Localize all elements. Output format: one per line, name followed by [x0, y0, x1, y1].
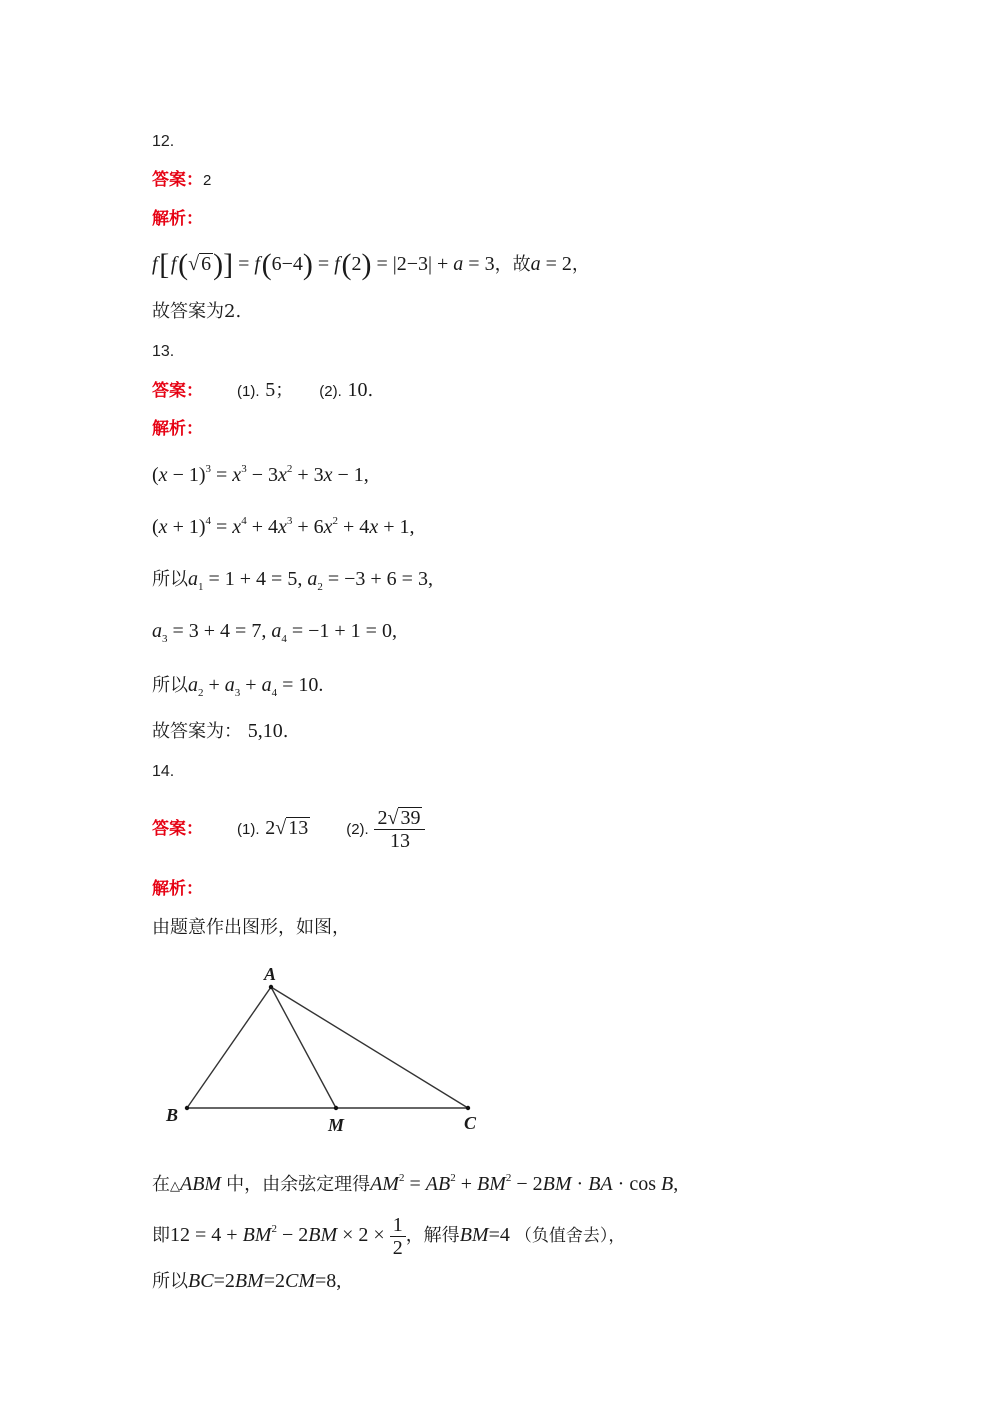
question-12-number: 12. — [152, 133, 175, 150]
question-14-number: 14. — [152, 763, 175, 780]
label-m: M — [328, 1115, 345, 1135]
segment-am — [271, 987, 336, 1108]
q14-answer-label: 答案： — [152, 819, 203, 839]
q12-conclusion — [152, 300, 241, 324]
q14-in-label: 在 — [152, 1174, 170, 1194]
q12-eq-tail: ， — [571, 254, 590, 274]
q12-conclusion-value: 2. — [224, 301, 242, 322]
q13-coefficients-2: $a_3 = 3 + 4 = 7$, $a_4 = -1 + 1 = 0$, — [152, 620, 397, 645]
point-m — [334, 1106, 338, 1110]
q13-answer-line: 答案： (1). 5； (2). 10. — [152, 379, 374, 401]
segment-ac — [271, 987, 468, 1108]
q13-part2-value: 10 — [347, 379, 368, 401]
segment-ab — [187, 987, 271, 1108]
point-a — [269, 985, 273, 989]
q13-analysis-label: 解析： — [152, 419, 203, 439]
q13-expansion-2: $(x + 1)^4 = x^4 + 4x^3 + 6x^2 + 4x + 1$, — [152, 515, 415, 538]
q14-part1-value: 2√ 13 — [265, 817, 309, 839]
q13-conclusion: 故答案为： 5,10. — [152, 720, 289, 742]
q13-so-label-1: 所以 — [152, 569, 188, 589]
q14-cosine-law: 在△ABM 中，由余弦定理得$AM^2 = AB^2 + BM^2 - 2BM$ · BA · cos B, — [152, 1172, 679, 1195]
q14-line3-prefix: 所以 — [152, 1271, 188, 1291]
q14-part2-label: (2). — [346, 821, 369, 838]
label-c: C — [464, 1113, 477, 1133]
q13-expansion-1: $(x - 1)^3 = x^3 - 3x^2 + 3x - 1$, — [152, 463, 369, 486]
q13-sum: 所以$a_2 + a_3 + a_4 = 10$. — [152, 674, 324, 699]
q14-in-mid: 中，由余弦定理得 — [226, 1174, 371, 1194]
q14-line2-solve: ，解得 — [405, 1225, 460, 1245]
q12-answer-value: 2 — [203, 172, 212, 189]
q13-conclusion-value: 5,10 — [247, 720, 283, 742]
triangle-figure — [150, 960, 510, 1150]
q13-conclusion-prefix: 故答案为： — [152, 721, 242, 742]
label-a: A — [264, 964, 277, 984]
q14-analysis-label: 解析： — [152, 879, 203, 899]
q13-part1-sep: ； — [275, 380, 294, 401]
q13-part2-label: (2). — [319, 383, 342, 400]
q14-intro: 由题意作出图形，如图， — [152, 917, 350, 938]
q14-bc-length: 所以BC=2BM=2CM=8, — [152, 1270, 342, 1292]
q12-conclusion-prefix: 故答案为 — [152, 301, 224, 322]
q12-analysis-label: 解析： — [152, 209, 203, 229]
q13-coefficients-1: 所以$a_1 = 1 + 4 = 5$, $a_2 = -3 + 6 = 3$, — [152, 568, 433, 593]
q14-answer-line — [152, 806, 425, 852]
point-c — [466, 1106, 470, 1110]
q14-part2-value: $\frac{2√ 39}{13}$ — [374, 806, 425, 852]
q13-answer-label: 答案： — [152, 381, 203, 401]
q12-eq-result: ，故 — [494, 254, 531, 274]
q14-line2-prefix: 即 — [152, 1225, 170, 1245]
q12-equation: f [ f (√ 6)] = f (6−4) = f (2) = |2−3| + a = 3，故a = 2， — [152, 248, 590, 281]
point-b — [185, 1106, 189, 1110]
question-13-number: 13. — [152, 343, 175, 360]
q14-part1-label: (1). — [237, 821, 260, 838]
q13-so-label-2: 所以 — [152, 675, 188, 695]
q12-answer-line — [152, 168, 211, 193]
q14-line2-note: （负值舍去）， — [514, 1226, 626, 1245]
q12-answer-label: 答案： — [152, 170, 203, 190]
q14-solve-bm: 即$12 = 4 + BM^2 - 2BM \times 2$ × $\frac{1}{2}$ ，解得BM=4 （负值舍去）， — [152, 1213, 626, 1259]
label-b: B — [166, 1105, 179, 1125]
q13-part1-label: (1). — [237, 383, 260, 400]
q13-part1-value: 5 — [265, 379, 276, 401]
